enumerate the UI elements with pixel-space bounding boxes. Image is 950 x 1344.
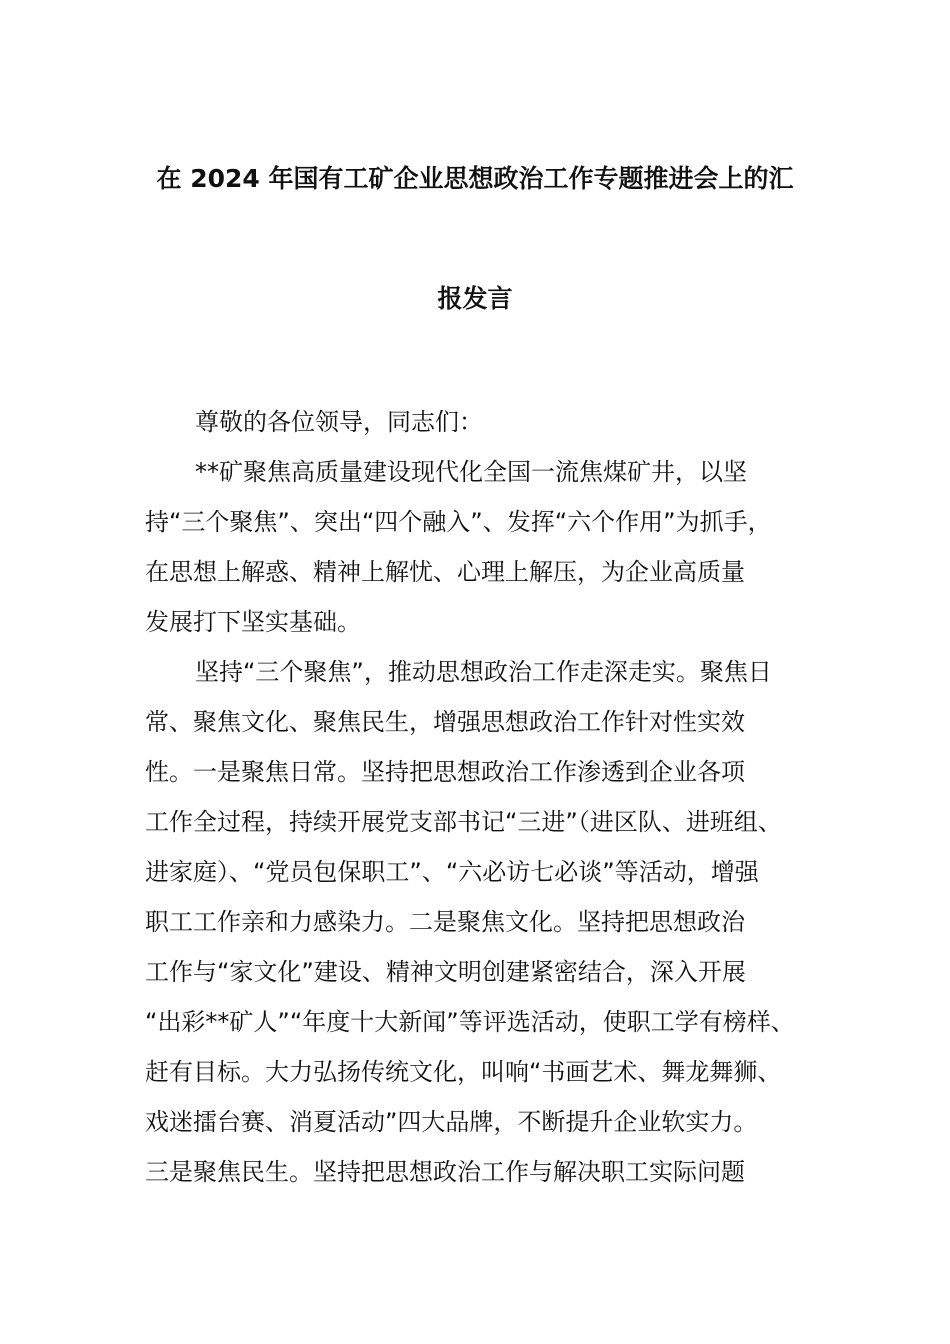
document-title-line-2: 报发言 xyxy=(437,284,513,313)
paragraph-2-line-7: 工作与“家文化”建设、精神文明创建紧密结合，深入开展 xyxy=(145,958,746,986)
paragraph-2-line-3: 性。一是聚焦日常。坚持把思想政治工作渗透到企业各项 xyxy=(145,758,745,786)
paragraph-2-line-11: 三是聚焦民生。坚持把思想政治工作与解决职工实际问题 xyxy=(145,1158,745,1186)
paragraph-1-line-2: 持“三个聚焦”、突出“四个融入”、发挥“六个作用”为抓手， xyxy=(145,508,772,536)
salutation: 尊敬的各位领导，同志们： xyxy=(195,408,483,436)
paragraph-2-line-8: “出彩**矿人”“年度十大新闻”等评选活动，使职工学有榜样、 xyxy=(145,1008,795,1036)
paragraph-1-line-1: **矿聚焦高质量建设现代化全国一流焦煤矿井，以坚 xyxy=(195,458,747,486)
paragraph-2-line-4: 工作全过程，持续开展党支部书记“三进”（进区队、进班组、 xyxy=(145,808,782,836)
paragraph-2-line-2: 常、聚焦文化、聚焦民生，增强思想政治工作针对性实效 xyxy=(145,708,745,736)
document-body xyxy=(145,397,817,1197)
paragraph-2-line-10: 戏迷擂台赛、消夏活动”四大品牌，不断提升企业软实力。 xyxy=(145,1108,758,1136)
paragraph-2-line-6: 职工工作亲和力感染力。二是聚焦文化。坚持把思想政治 xyxy=(145,908,745,936)
paragraph-1-line-4: 发展打下坚实基础。 xyxy=(145,608,361,636)
paragraph-2-line-1: 坚持“三个聚焦”，推动思想政治工作走深走实。聚焦日 xyxy=(195,658,772,686)
paragraph-1-line-3: 在思想上解惑、精神上解忧、心理上解压，为企业高质量 xyxy=(145,558,745,586)
document-title-line-1: 在 2024 年国有工矿企业思想政治工作专题推进会上的汇 xyxy=(156,164,794,193)
paragraph-2-line-9: 赶有目标。大力弘扬传统文化，叫响“书画艺术、舞龙舞狮、 xyxy=(145,1058,782,1086)
paragraph-2-line-5: 进家庭）、“党员包保职工”、“六必访七必谈”等活动，增强 xyxy=(145,858,759,886)
